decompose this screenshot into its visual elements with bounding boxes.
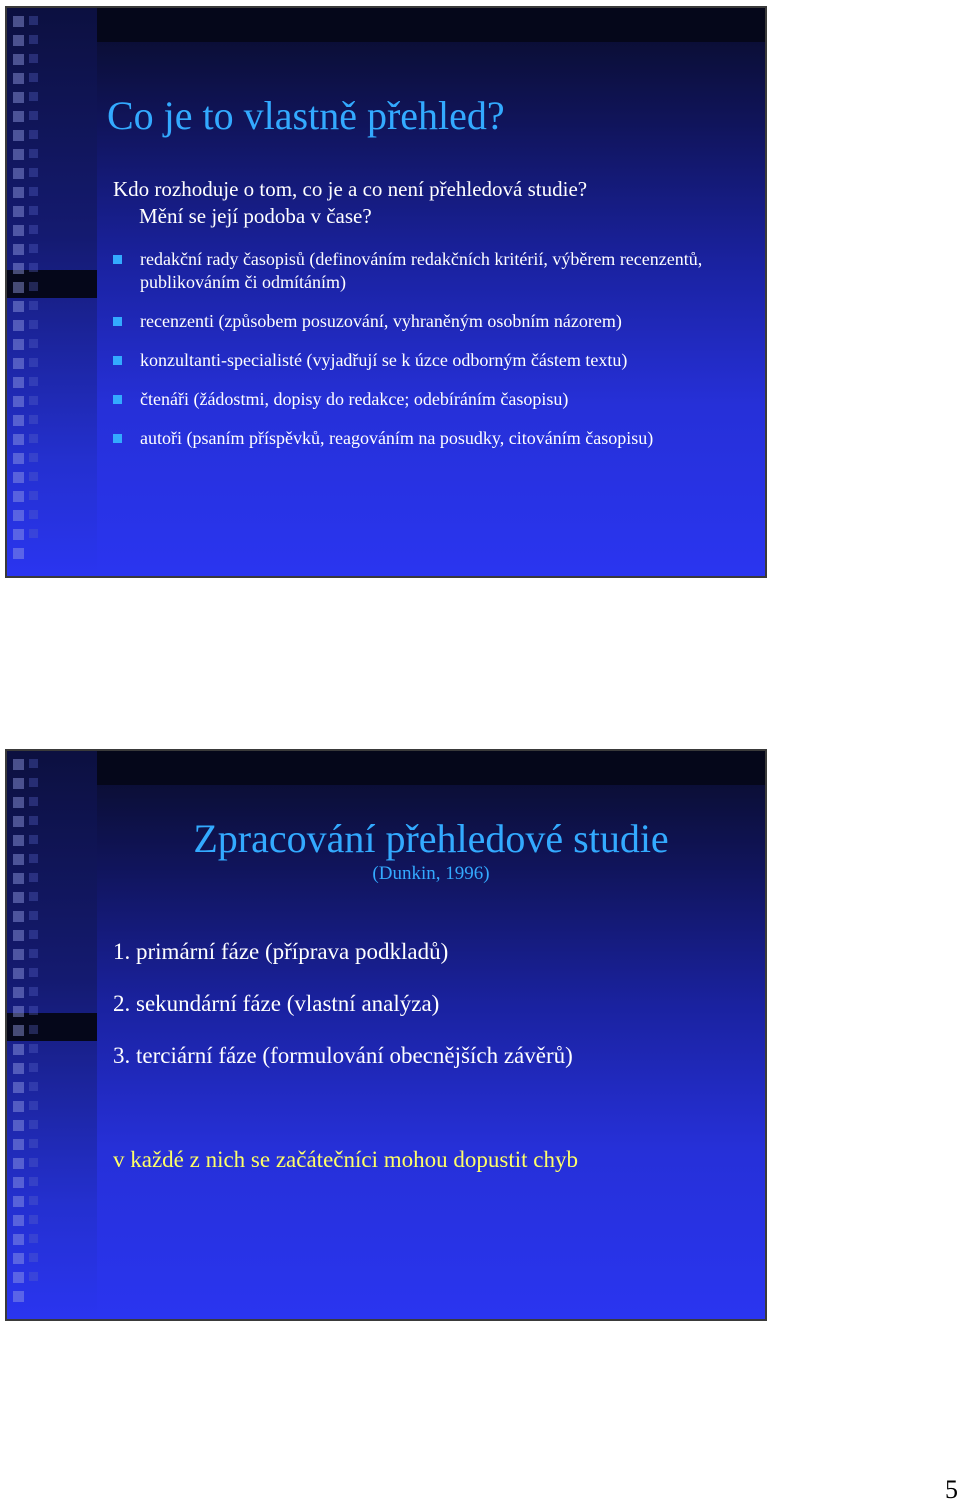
page-number: 5 <box>945 1475 958 1504</box>
slide-1-title: Co je to vlastně přehled? <box>107 93 505 138</box>
intro-line-2: Mění se její podoba v čase? <box>139 204 372 228</box>
slide-2-title: Zpracování přehledové studie <box>193 816 669 861</box>
slide-1-intro <box>113 176 587 230</box>
square-bullet-icon <box>113 317 122 326</box>
phase-list <box>113 937 573 1093</box>
bullet-item: autoři (psaním příspěvků, reagováním na posudky, citováním časopisu) <box>111 427 761 450</box>
slide-top-band <box>97 751 765 785</box>
decorative-squares <box>13 16 27 567</box>
bullet-item: konzultanti-specialisté (vyjadřují se k úzce odborným částem textu) <box>111 349 761 372</box>
slide-1-bullet-list <box>111 248 761 466</box>
decorative-squares-secondary <box>29 16 43 548</box>
slide-top-band <box>97 8 765 42</box>
intro-line-1: Kdo rozhoduje o tom, co je a co není přehledová studie? <box>113 177 588 201</box>
phase-item: 1. primární fáze (příprava podkladů) <box>113 939 449 964</box>
square-bullet-icon <box>113 255 122 264</box>
phase-item: 3. terciární fáze (formulování obecnějších závěrů) <box>113 1043 573 1068</box>
square-bullet-icon <box>113 356 122 365</box>
phase-item: 2. sekundární fáze (vlastní analýza) <box>113 991 440 1016</box>
slide-2-note: v každé z nich se začátečníci mohou dopustit chyb <box>113 1147 578 1172</box>
slide-2-subtitle: (Dunkin, 1996) <box>372 863 490 884</box>
square-bullet-icon <box>113 434 122 443</box>
square-bullet-icon <box>113 395 122 404</box>
bullet-item: redakční rady časopisů (definováním redakčních kritérií, výběrem recenzentů, publikováním či odmítáním) <box>111 248 761 294</box>
bullet-item: čtenáři (žádostmi, dopisy do redakce; odebíráním časopisu) <box>111 388 761 411</box>
bullet-item: recenzenti (způsobem posuzování, vyhraněným osobním názorem) <box>111 310 761 333</box>
slide-2 <box>5 749 767 1321</box>
slide-1 <box>5 6 767 578</box>
